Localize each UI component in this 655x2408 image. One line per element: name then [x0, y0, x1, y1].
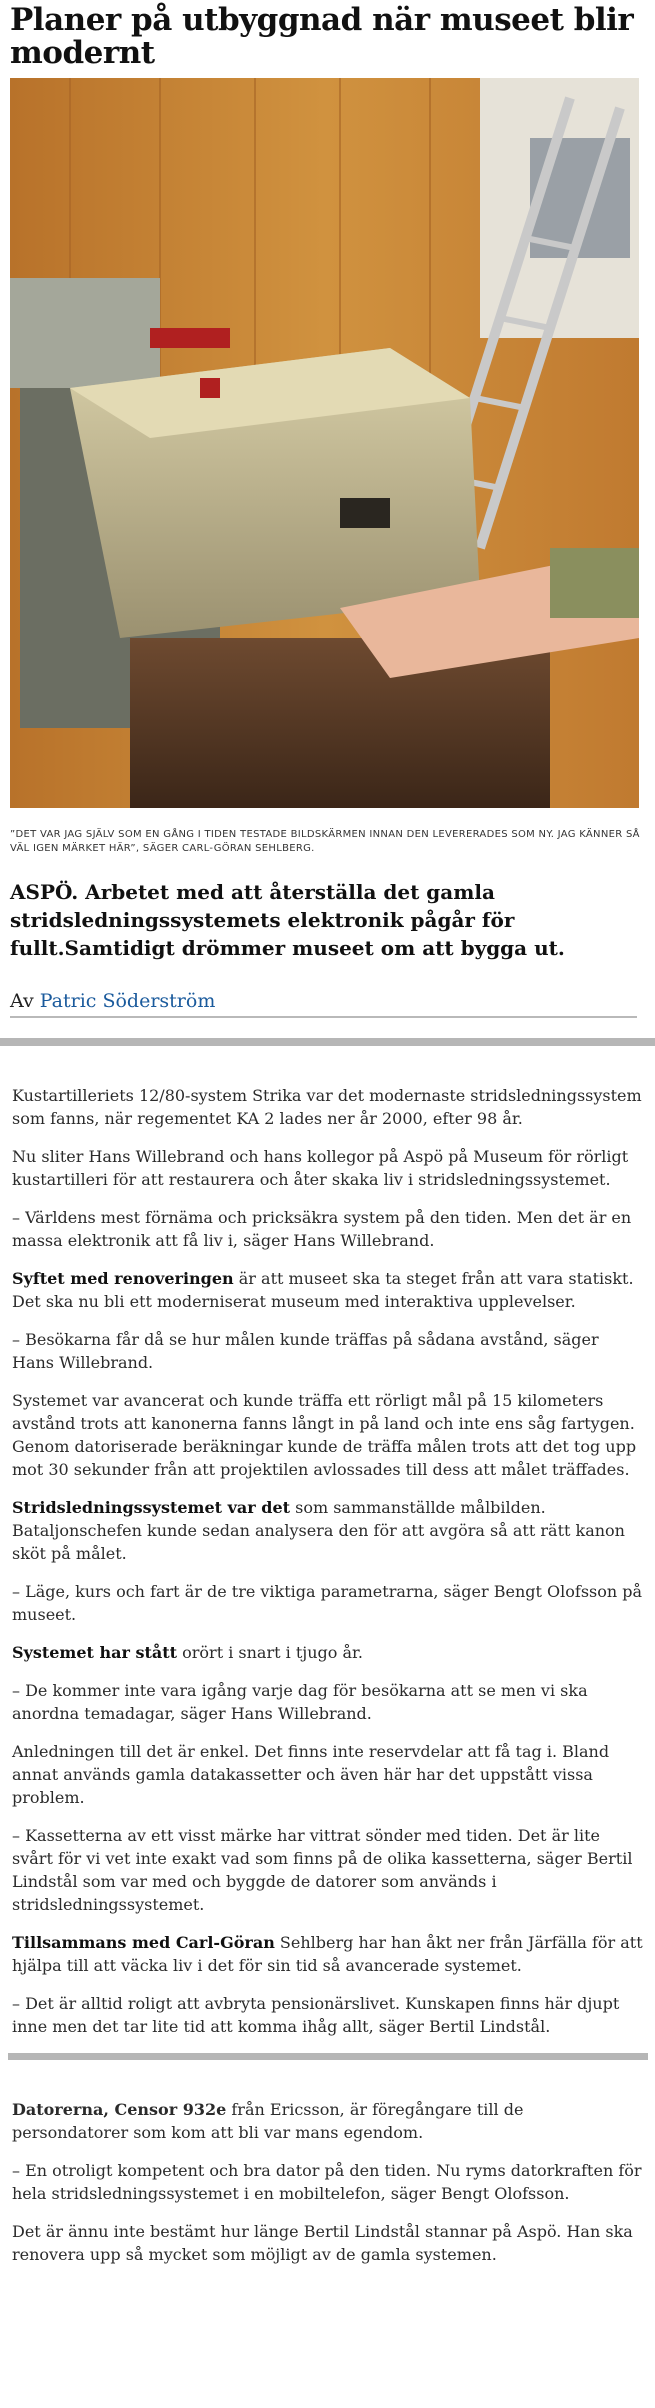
- factbox-paragraph: Det är ännu inte bestämt hur länge Bertil Lindstål stannar på Aspö. Han ska renovera upp så mycket som möjligt av de gamla systemen.: [12, 2222, 633, 2264]
- body-quote: – Besökarna får då se hur målen kunde träffas på sådana avstånd, säger Hans Willebrand.: [12, 1330, 599, 1372]
- body-paragraph: [12, 1931, 643, 1977]
- body-paragraph: Systemet var avancerat och kunde träffa ett rörligt mål på 15 kilometers avstånd trots att kanonerna fanns långt in på land och inte ens såg fartygen. Genom datoriserade beräkningar kunde de träffa målen trots att det tog upp mot 30 sekunder från att projektilen avlossades till dess att målet träffades.: [12, 1391, 637, 1479]
- author-link[interactable]: Patric Söderström: [39, 990, 216, 1012]
- paragraph-text: är att museet ska ta steget från att vara statiskt. Det ska nu bli ett moderniserat museum med interaktiva upplevelser.: [12, 1269, 634, 1311]
- paragraph-text: orört i snart i tjugo år.: [177, 1643, 364, 1662]
- photo-illustration: [10, 78, 639, 808]
- article-header: [0, 4, 655, 1018]
- factbox-divider: [8, 2053, 648, 2060]
- paragraph-lead-in: Tillsammans med Carl-Göran: [12, 1933, 275, 1952]
- paragraph-text: som sammanställde målbilden. Bataljonschefen kunde sedan analysera den för att avgöra så att rätt kanon sköt på målet.: [12, 1498, 625, 1563]
- factbox-quote: – En otroligt kompetent och bra dator på den tiden. Nu ryms datorkraften för hela stridsledningssystemet i en mobiltelefon, säger Bengt Olofsson.: [12, 2161, 642, 2203]
- factbox-paragraph: [12, 2098, 643, 2144]
- factbox: [0, 2098, 655, 2266]
- paragraph-lead-in: Datorerna, Censor 932e: [12, 2100, 227, 2119]
- paragraph-text: från Ericsson, är föregångare till de persondatorer som kom att bli var mans egendom.: [12, 2100, 524, 2142]
- article-photo: [10, 78, 639, 808]
- body-quote: – De kommer inte vara igång varje dag för besökarna att se men vi ska anordna temadagar, säger Hans Willebrand.: [12, 1681, 588, 1723]
- article-lead: ASPÖ. Arbetet med att återställa det gamla stridsledningssystemets elektronik pågår för fullt.Samtidigt drömmer museet om att bygga ut.: [10, 880, 565, 960]
- byline: [10, 990, 637, 1018]
- body-quote: – Läge, kurs och fart är de tre viktiga parametrarna, säger Bengt Olofsson på museet.: [12, 1582, 643, 1624]
- section-divider: [0, 1038, 655, 1046]
- body-quote: – Världens mest förnäma och pricksäkra system på den tiden. Men det är en massa elektronik att få liv i, säger Hans Willebrand.: [12, 1208, 632, 1250]
- byline-prefix: Av: [10, 990, 40, 1012]
- paragraph-lead-in: Stridsledningssystemet var det: [12, 1498, 291, 1517]
- body-paragraph: Anledningen till det är enkel. Det finns inte reservdelar att få tag i. Bland annat används gamla datakassetter och även här har det uppstått vissa problem.: [12, 1742, 610, 1807]
- article-body: [0, 1084, 655, 2038]
- body-paragraph: [12, 1267, 643, 1313]
- body-paragraph: Kustartilleriets 12/80-system Strika var det modernaste stridsledningssystem som fanns, när regementet KA 2 lades ner år 2000, efter 98 år.: [12, 1086, 642, 1128]
- photo-caption: ”DET VAR JAG SJÄLV SOM EN GÅNG I TIDEN TESTADE BILDSKÄRMEN INNAN DEN LEVERERADES SOM NY. JAG KÄNNER SÅ VÄL IGEN MÄRKET HÄR”, SÄGER CARL-GÖRAN SEHLBERG.: [10, 829, 640, 854]
- paragraph-lead-in: Systemet har stått: [12, 1643, 178, 1662]
- paragraph-lead-in: Syftet med renoveringen: [12, 1269, 234, 1288]
- body-quote: – Det är alltid roligt att avbryta pensionärslivet. Kunskapen finns här djupt inne men det tar lite tid att komma ihåg allt, säger Bertil Lindstål.: [12, 1994, 620, 2036]
- body-paragraph: [12, 1496, 643, 1565]
- body-quote: – Kassetterna av ett visst märke har vittrat sönder med tiden. Det är lite svårt för vi vet inte exakt vad som finns på de olika kassetterna, säger Bertil Lindstål som var med och byggde de datorer som används i stridsledningssystemet.: [12, 1826, 633, 1914]
- paragraph-text: Sehlberg har han åkt ner från Järfälla för att hjälpa till att väcka liv i det för sin tid så avancerade systemet.: [12, 1933, 643, 1975]
- article-headline: Planer på utbyggnad när museet blir modernt: [10, 2, 634, 71]
- body-paragraph: [12, 1641, 643, 1664]
- body-paragraph: Nu sliter Hans Willebrand och hans kollegor på Aspö på Museum för rörligt kustartilleri för att restaurera och åter skaka liv i stridsledningssystemet.: [12, 1147, 629, 1189]
